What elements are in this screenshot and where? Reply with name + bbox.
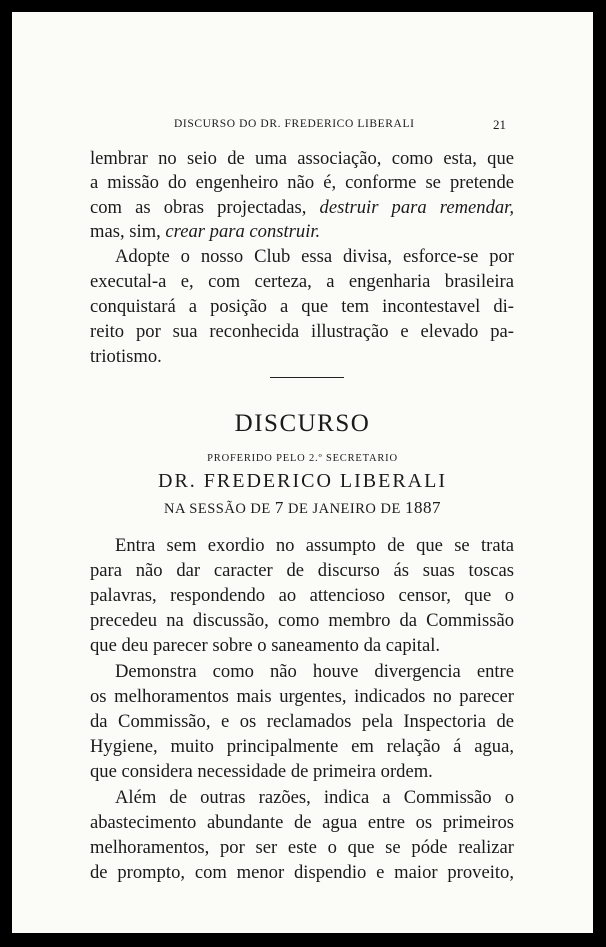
session-middle: DE JANEIRO DE xyxy=(283,501,405,517)
text-line: de prompto, com menor dispendio e maior proveito, xyxy=(90,862,514,883)
emphasis-text: crear para construir. xyxy=(165,221,321,242)
text-line: melhoramentos, por ser este o que se póde realizar xyxy=(90,837,514,858)
text-segment: mas, sim, xyxy=(90,221,166,242)
text-line: os melhoramentos mais urgentes, indicados no parecer xyxy=(90,686,514,707)
text-line: Além de outras razões, indica a Commissão o xyxy=(115,787,514,808)
section-title: DISCURSO xyxy=(234,410,371,437)
running-title: DISCURSO DO DR. FREDERICO LIBERALI xyxy=(174,118,415,130)
speaker-name: DR. FREDERICO LIBERALI xyxy=(158,470,447,492)
text-line: precedeu na discussão, como membro da Commissão xyxy=(90,610,514,631)
text-line: que deu parecer sobre o saneamento da capital. xyxy=(90,635,441,656)
text-line: a missão do engenheiro não é, conforme se pretende xyxy=(90,172,514,193)
text-line: conquistará a posição a que tem incontestavel di- xyxy=(90,296,514,317)
session-year: 1887 xyxy=(404,498,441,517)
section-divider xyxy=(270,377,344,378)
text-line: Hygiene, muito principalmente em relação á agua, xyxy=(90,736,514,757)
session-date xyxy=(12,498,593,518)
text-line: executal-a e, com certeza, a engenharia brasileira xyxy=(90,271,514,292)
text-line: Demonstra como não houve divergencia entre xyxy=(115,661,514,682)
text-line: abastecimento abundante de agua entre os primeiros xyxy=(90,812,514,833)
text-line: que considera necessidade de primeira ordem. xyxy=(90,761,433,782)
text-line: lembrar no seio de uma associação, como esta, que xyxy=(90,148,514,169)
running-head xyxy=(12,116,593,136)
text-line xyxy=(90,220,514,244)
section-subtitle: PROFERIDO PELO 2.º SECRETARIO xyxy=(207,453,398,464)
text-line xyxy=(90,196,514,220)
page-number: 21 xyxy=(493,117,506,132)
text-line: Adopte o nosso Club essa divisa, esforce-se por xyxy=(115,246,514,267)
book-page xyxy=(12,12,593,933)
text-line: Entra sem exordio no assumpto de que se trata xyxy=(115,535,514,556)
text-line: da Commissão, e os reclamados pela Inspectoria de xyxy=(90,711,514,732)
text-line: para não dar caracter de discurso ás suas toscas xyxy=(90,560,514,581)
emphasis-text: destruir para remendar, xyxy=(319,197,514,218)
session-day: 7 xyxy=(274,498,284,517)
text-line: reito por sua reconhecida illustração e elevado pa- xyxy=(90,321,514,342)
text-segment: com as obras projectadas, xyxy=(90,197,320,218)
text-line: palavras, respondendo ao attencioso censor, que o xyxy=(90,585,514,606)
text-line: triotismo. xyxy=(90,346,162,367)
session-prefix: NA SESSÃO DE xyxy=(164,501,275,517)
